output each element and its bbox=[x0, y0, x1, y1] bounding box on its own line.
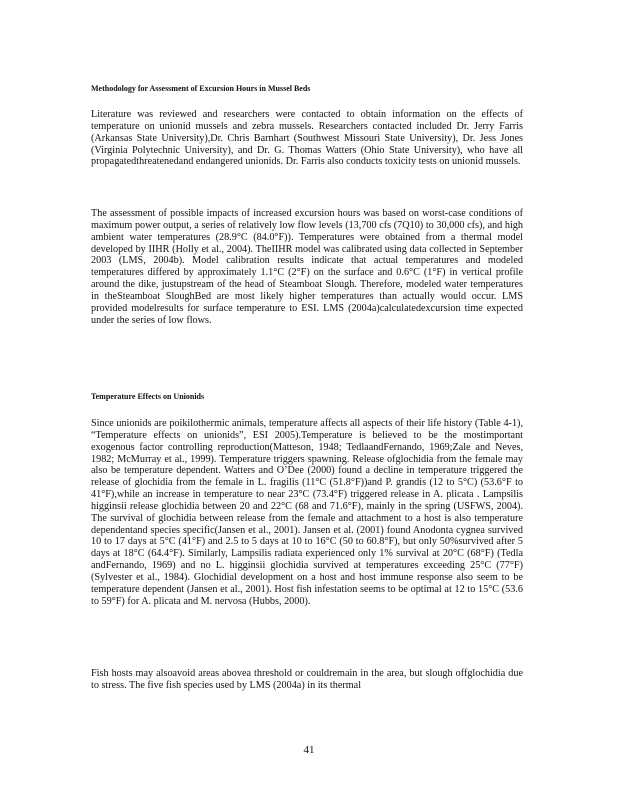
paragraph-assessment: The assessment of possible impacts of increased excursion hours was based on worst-case conditions of maximum power output, a series of relatively low flow levels (13,700 cfs (7Q10) to 30,000 cfs), and high ambient water temperatures (28.9°C (84.0°F)). Temperatures were obtained from a thermal model developed by IIHR (Holly et al., 2004). TheIIHR model was calibrated using data collected in September 2003 (LMS, 2004b). Model calibration results indicate that actual temperatures and modeled temperatures differed by approximately 1.1°C (2°F) on the surface and 0.6°C (1°F) in vertical profile around the dike, justupstream of the head of Steamboat Slough. Therefore, modeled water temperatures in theSteamboat SloughBed are most likely higher temperatures than actually would occur. LMS provided modelresults for surface temperature to ESI. LMS (2004a)calculatedexcursion time expected under the series of low flows. bbox=[91, 208, 523, 326]
paragraph-fish-hosts: Fish hosts may alsoavoid areas abovea threshold or couldremain in the area, but slough offglochidia due to stress. The five fish species used by LMS (2004a) in its thermal bbox=[91, 668, 523, 691]
section-heading-temperature-effects: Temperature Effects on Unionids bbox=[91, 392, 205, 401]
section-heading-methodology: Methodology for Assessment of Excursion Hours in Mussel Beds bbox=[91, 84, 311, 93]
paragraph-temperature-effects: Since unionids are poikilothermic animals, temperature affects all aspects of their life history (Table 4-1), “Temperature effects on unionids”, ESI 2005).Temperature is believed to be the mostimportant exogenous factor controlling reproduction(Matteson, 1948; TedlaandFernando, 1969;Zale and Neves, 1982; McMurray et al., 1999). Temperature triggers spawning. Release ofglochidia from the female may also be temperature dependent. Watters and O’Dee (2000) found a decline in temperature triggered the release of glochidia from the female in L. fragilis (11°C (51.8°F))and P. grandis (12 to 5°C) (53.6°F to 41°F),while an increase in temperature to near 23°C (73.4°F) triggered release in A. plicata . Lampsilis higginsii release glochidia between 20 and 22°C (68 and 71.6°F), mainly in the spring (USFWS, 2004). The survival of glochidia between release from the female and attachment to a host is also temperature dependentand species specific(Jansen et al., 2001). Jansen et al. (2001) found Anodonta cygnea survived 10 to 17 days at 5°C (41°F) and 2.5 to 5 days at 10 to 16°C (50 to 60.8°F), but only 50%survived after 5 days at 18°C (64.4°F). Similarly, Lampsilis radiata experienced only 1% survival at 20°C (68°F) (Tedla andFernando, 1969) and no L. higginsii glochidia survived at temperatures exceeding 25°C (77°F) (Sylvester et al., 1984). Glochidial development on a host and host immune response also seem to be temperature dependent (Jansen et al., 2001). Host fish infestation seems to be optimal at 12 to 15°C (53.6 to 59°F) for A. plicata and M. nervosa (Hubbs, 2000). bbox=[91, 418, 523, 607]
page-number: 41 bbox=[303, 744, 315, 756]
paragraph-literature-review: Literature was reviewed and researchers were contacted to obtain information on the effects of temperature on unionid mussels and zebra mussels. Researchers contacted included Dr. Jerry Farris (Arkansas State University),Dr. Chris Barnhart (Southwest Missouri State University), Dr. Jess Jones (Virginia Polytechnic University), and Dr. G. Thomas Watters (Ohio State University), who have all propagatedthreatenedand endangered unionids. Dr. Farris also conducts toxicity tests on unionid mussels. bbox=[91, 109, 523, 168]
